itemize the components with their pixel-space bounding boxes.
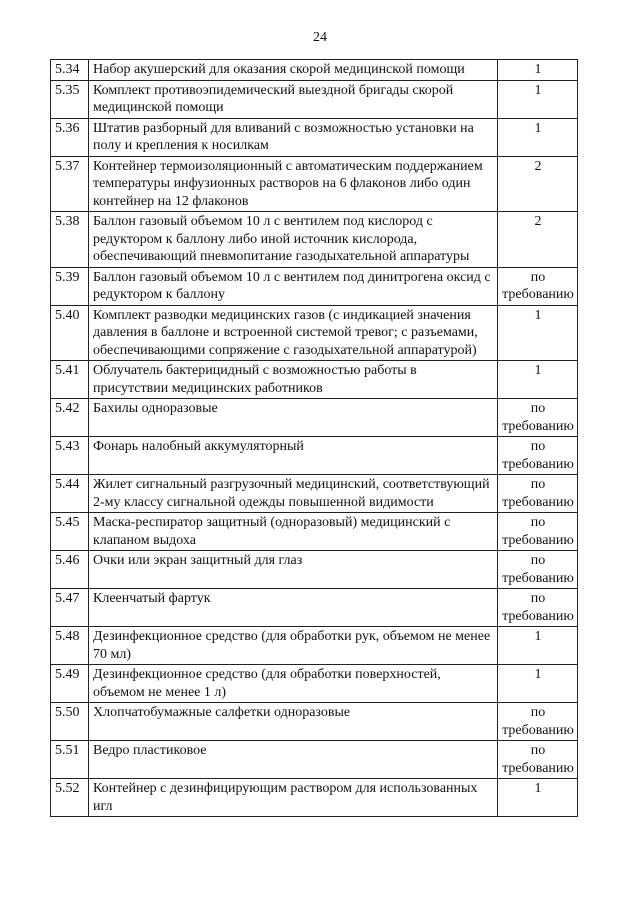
- item-name: Клеенчатый фартук: [89, 589, 498, 627]
- item-quantity: по требованию: [498, 399, 578, 437]
- item-quantity: 1: [498, 627, 578, 665]
- item-name: Дезинфекционное средство (для обработки поверхностей, объемом не менее 1 л): [89, 665, 498, 703]
- row-number: 5.45: [51, 513, 89, 551]
- table-row: [51, 589, 578, 627]
- item-quantity: по требованию: [498, 589, 578, 627]
- item-quantity: 1: [498, 361, 578, 399]
- row-number: 5.35: [51, 80, 89, 118]
- table-row: [51, 437, 578, 475]
- table-row: [51, 741, 578, 779]
- item-name: Набор акушерский для оказания скорой медицинской помощи: [89, 60, 498, 81]
- item-name: Контейнер термоизоляционный с автоматическим поддержанием температуры инфузионных растворов на 6 флаконов либо один контейнер на 12 флаконов: [89, 156, 498, 212]
- table-row: [51, 118, 578, 156]
- table-row: [51, 80, 578, 118]
- row-number: 5.49: [51, 665, 89, 703]
- item-name: Комплект противоэпидемический выездной бригады скорой медицинской помощи: [89, 80, 498, 118]
- table-row: [51, 267, 578, 305]
- table-row: [51, 361, 578, 399]
- item-quantity: 2: [498, 156, 578, 212]
- item-quantity: 2: [498, 212, 578, 268]
- row-number: 5.36: [51, 118, 89, 156]
- item-name: Ведро пластиковое: [89, 741, 498, 779]
- table-row: [51, 665, 578, 703]
- item-name: Маска-респиратор защитный (одноразовый) медицинский с клапаном выдоха: [89, 513, 498, 551]
- item-quantity: 1: [498, 665, 578, 703]
- item-name: Жилет сигнальный разгрузочный медицинский, соответствующий 2-му классу сигнальной одежды повышенной видимости: [89, 475, 498, 513]
- table-row: [51, 703, 578, 741]
- item-quantity: 1: [498, 779, 578, 817]
- item-name: Штатив разборный для вливаний с возможностью установки на полу и крепления к носилкам: [89, 118, 498, 156]
- item-name: Контейнер с дезинфицирующим раствором для использованных игл: [89, 779, 498, 817]
- item-name: Хлопчатобумажные салфетки одноразовые: [89, 703, 498, 741]
- row-number: 5.52: [51, 779, 89, 817]
- table-row: [51, 399, 578, 437]
- item-name: Баллон газовый объемом 10 л с вентилем под кислород с редуктором к баллону либо иной источник кислорода, обеспечивающий пневмопитание газодыхательной аппаратуры: [89, 212, 498, 268]
- table-row: [51, 212, 578, 268]
- row-number: 5.34: [51, 60, 89, 81]
- row-number: 5.37: [51, 156, 89, 212]
- item-name: Фонарь налобный аккумуляторный: [89, 437, 498, 475]
- table-row: [51, 779, 578, 817]
- item-name: Очки или экран защитный для глаз: [89, 551, 498, 589]
- item-quantity: по требованию: [498, 703, 578, 741]
- item-quantity: 1: [498, 118, 578, 156]
- row-number: 5.43: [51, 437, 89, 475]
- table-row: [51, 305, 578, 361]
- item-quantity: 1: [498, 60, 578, 81]
- row-number: 5.42: [51, 399, 89, 437]
- item-name: Облучатель бактерицидный с возможностью работы в присутствии медицинских работников: [89, 361, 498, 399]
- item-quantity: 1: [498, 80, 578, 118]
- table-row: [51, 60, 578, 81]
- row-number: 5.50: [51, 703, 89, 741]
- table-row: [51, 475, 578, 513]
- table-row: [51, 156, 578, 212]
- row-number: 5.40: [51, 305, 89, 361]
- row-number: 5.38: [51, 212, 89, 268]
- equipment-table: [50, 59, 578, 817]
- item-quantity: по требованию: [498, 551, 578, 589]
- item-quantity: по требованию: [498, 741, 578, 779]
- item-quantity: 1: [498, 305, 578, 361]
- item-name: Баллон газовый объемом 10 л с вентилем под динитрогена оксид с редуктором к баллону: [89, 267, 498, 305]
- table-row: [51, 513, 578, 551]
- table-row: [51, 551, 578, 589]
- item-quantity: по требованию: [498, 475, 578, 513]
- page-number: 24: [313, 30, 327, 45]
- row-number: 5.46: [51, 551, 89, 589]
- row-number: 5.39: [51, 267, 89, 305]
- row-number: 5.47: [51, 589, 89, 627]
- table-row: [51, 627, 578, 665]
- row-number: 5.44: [51, 475, 89, 513]
- item-quantity: по требованию: [498, 437, 578, 475]
- item-name: Комплект разводки медицинских газов (с индикацией значения давления в баллоне и встроенной системой тревог; с разъемами, обеспечивающими сопряжение с газодыхательной аппаратурой): [89, 305, 498, 361]
- item-name: Бахилы одноразовые: [89, 399, 498, 437]
- item-quantity: по требованию: [498, 267, 578, 305]
- item-quantity: по требованию: [498, 513, 578, 551]
- row-number: 5.48: [51, 627, 89, 665]
- row-number: 5.41: [51, 361, 89, 399]
- item-name: Дезинфекционное средство (для обработки рук, объемом не менее 70 мл): [89, 627, 498, 665]
- row-number: 5.51: [51, 741, 89, 779]
